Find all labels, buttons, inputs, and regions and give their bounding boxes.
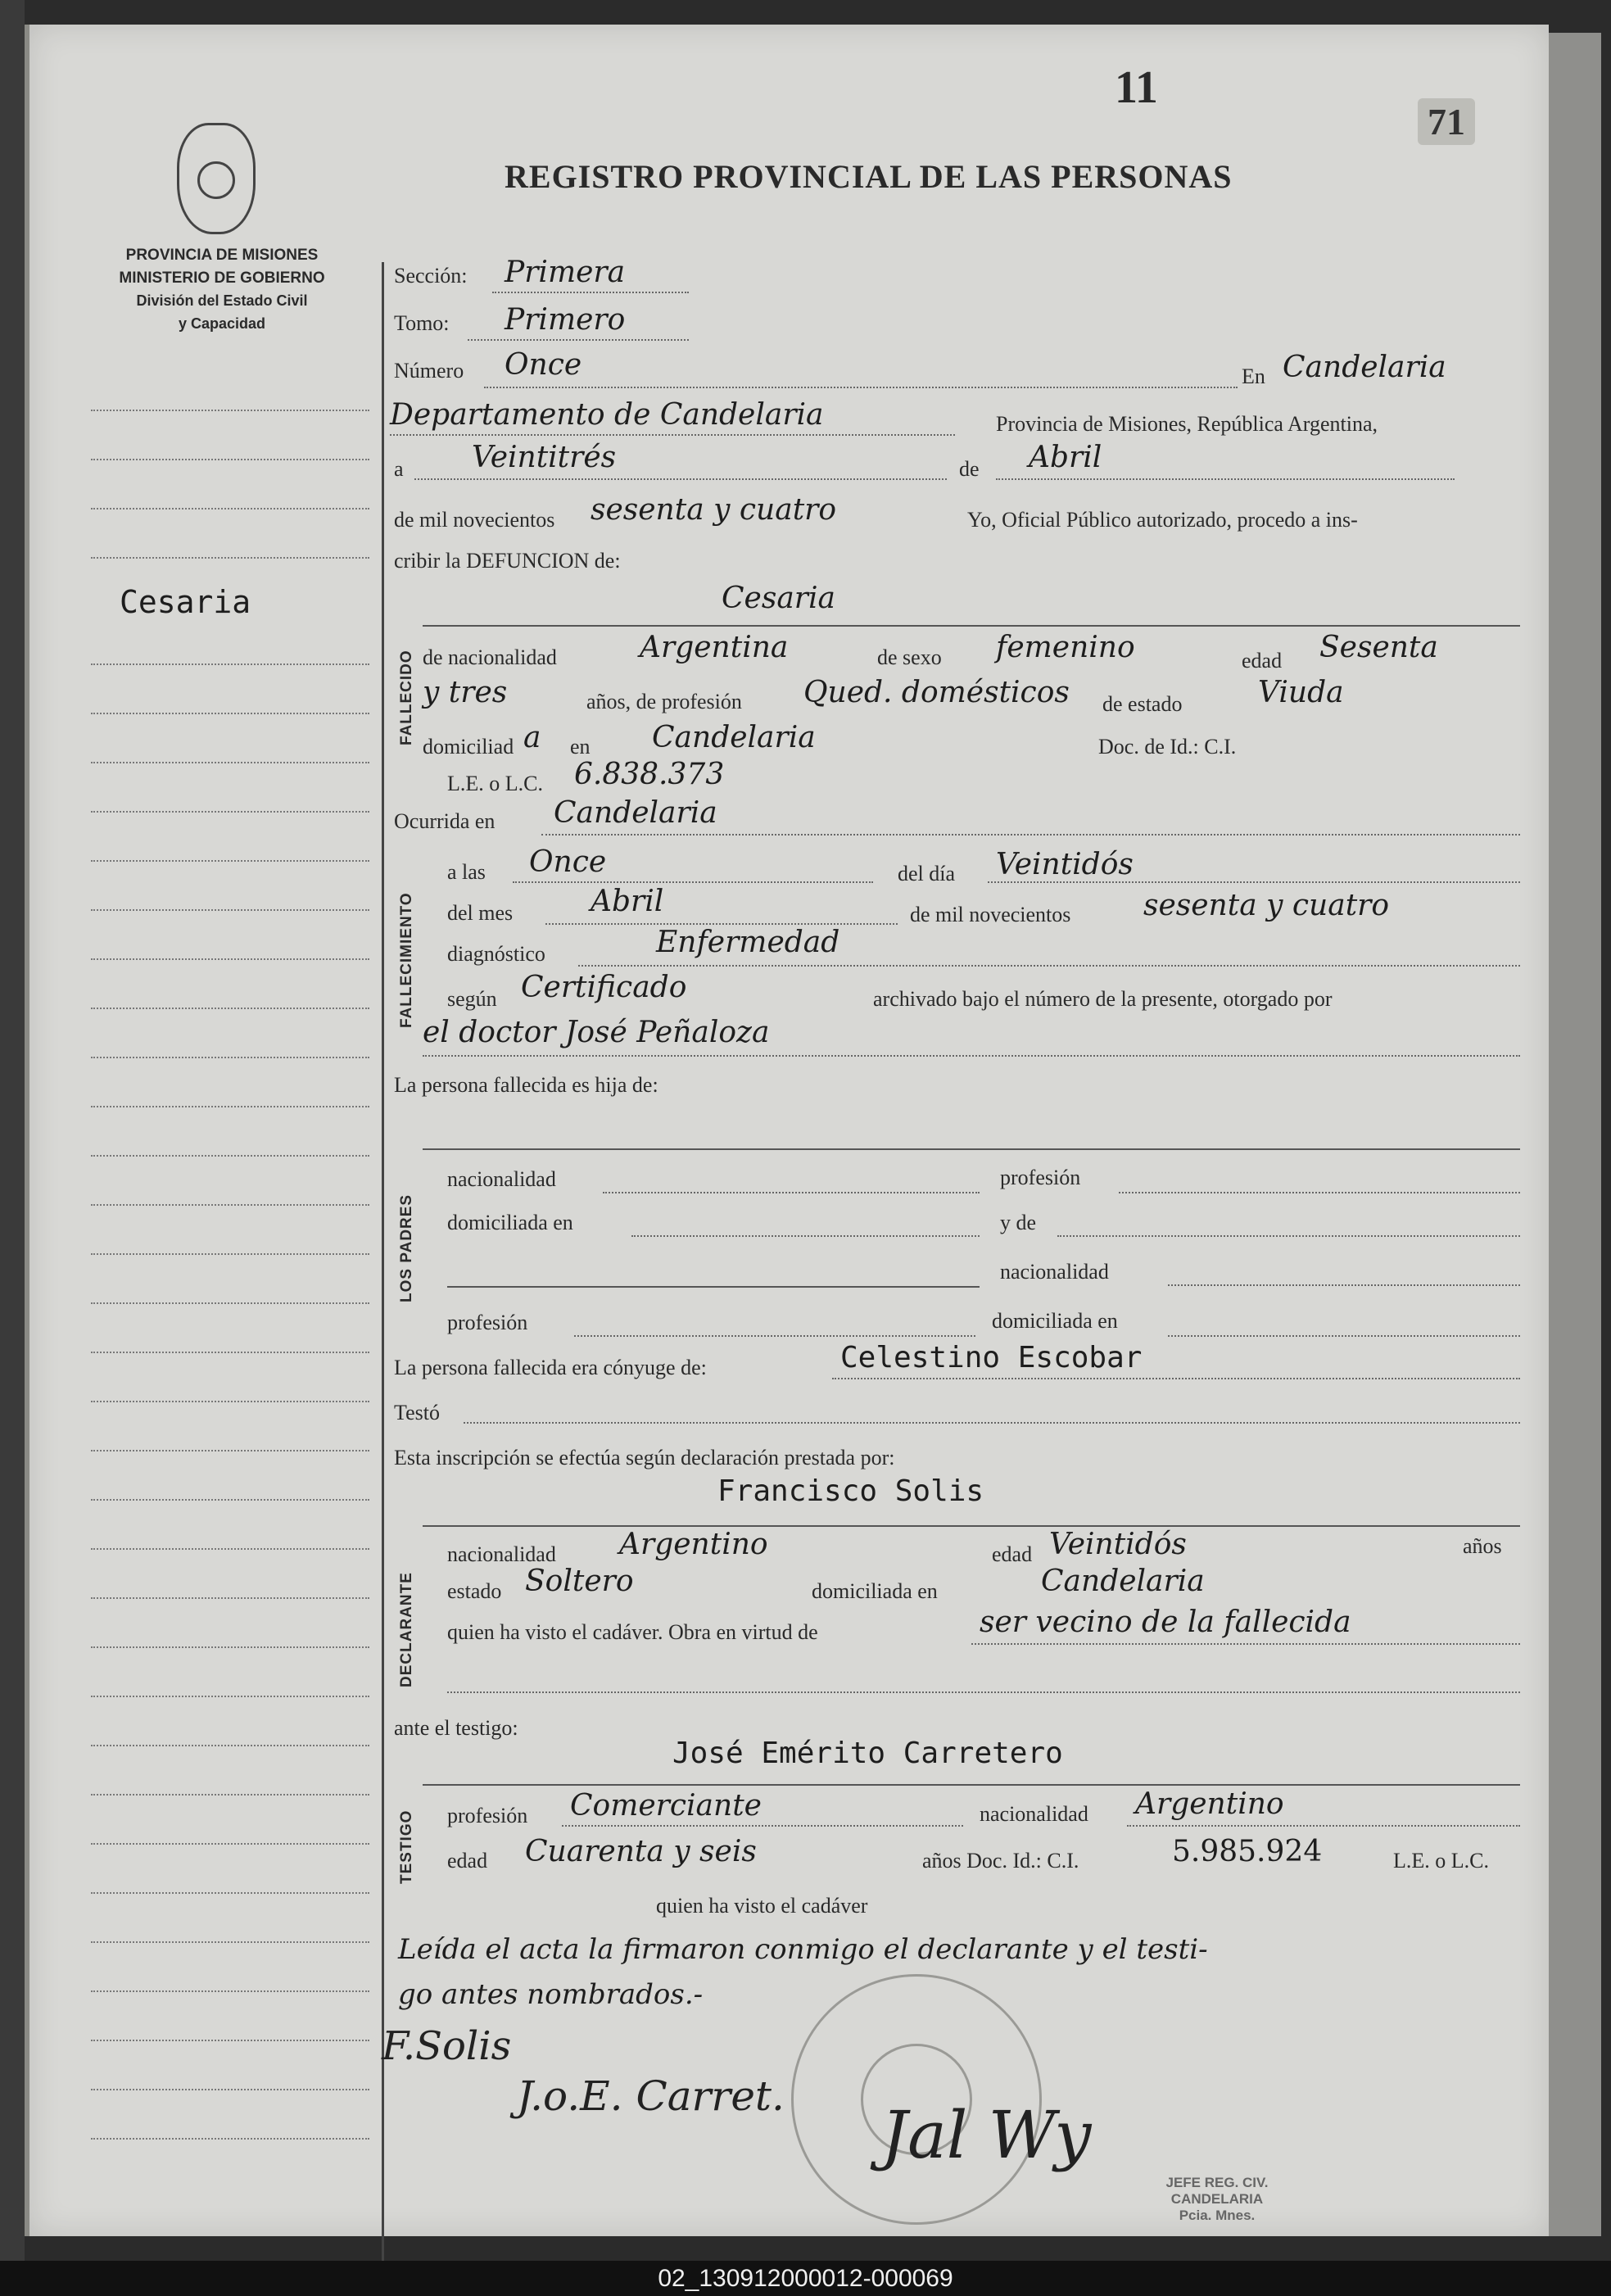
label-de: de xyxy=(959,457,980,481)
death-certificate-page xyxy=(25,25,1549,2236)
label-t-nacionalidad: nacionalidad xyxy=(980,1802,1088,1826)
value-t-edad: Cuarenta y seis xyxy=(525,1835,757,1868)
value-d-estado: Soltero xyxy=(525,1565,634,1598)
label-archivado: archivado bajo el número de la presente, otorgado por xyxy=(873,987,1333,1011)
label-provincia: Provincia de Misiones, República Argentina, xyxy=(996,412,1378,436)
label-domiciliad: domiciliad xyxy=(423,735,514,759)
label-en: En xyxy=(1242,365,1265,388)
value-le-lc: 6.838.373 xyxy=(574,758,725,791)
value-sexo: femenino xyxy=(996,631,1135,664)
closing-line-2: go antes nombrados.- xyxy=(398,1978,704,2011)
institution-capacity: y Capacidad xyxy=(178,315,266,332)
label-t-edad: edad xyxy=(447,1849,488,1873)
label-diagnostico: diagnóstico xyxy=(447,942,545,966)
label-p-profesion2: profesión xyxy=(447,1311,528,1334)
value-doctor: el doctor José Peñaloza xyxy=(423,1016,770,1049)
label-t-le-lc: L.E. o L.C. xyxy=(1393,1849,1489,1873)
closing-line-1: Leída el acta la firmaron conmigo el declarante y el testi- xyxy=(398,1933,1208,1966)
side-label-fallecido: FALLECIDO xyxy=(398,650,415,745)
label-d-quien: quien ha visto el cadáver. Obra en virtud de xyxy=(447,1620,818,1644)
label-d-domiciliada: domiciliada en xyxy=(812,1579,938,1603)
margin-note-name: Cesaria xyxy=(120,584,251,620)
value-edad: Sesenta xyxy=(1319,631,1438,664)
value-d-edad: Veintidós xyxy=(1049,1528,1187,1561)
value-dia: Veintitrés xyxy=(472,441,617,474)
label-t-anos-doc: años Doc. Id.: C.I. xyxy=(922,1849,1079,1873)
value-conyuge: Celestino Escobar xyxy=(840,1341,1143,1374)
label-conyuge: La persona fallecida era cónyuge de: xyxy=(394,1356,707,1379)
value-anio-fall: sesenta y cuatro xyxy=(1143,889,1390,922)
label-de-estado: de estado xyxy=(1102,692,1183,716)
label-de-nacionalidad: de nacionalidad xyxy=(423,645,557,669)
label-d-estado: estado xyxy=(447,1579,502,1603)
signature-oficial: Jal Wy xyxy=(881,2097,1092,2173)
label-numero: Número xyxy=(394,359,464,383)
signature-declarante: F.Solis xyxy=(382,2023,512,2069)
label-seccion: Sección: xyxy=(394,264,468,288)
label-tomo: Tomo: xyxy=(394,311,450,335)
value-d-domicilio: Candelaria xyxy=(1041,1565,1205,1598)
oficial-stamp-line2: CANDELARIA xyxy=(1170,2191,1264,2207)
label-p-y-de: y de xyxy=(1000,1211,1037,1234)
label-p-domiciliada2: domiciliada en xyxy=(992,1309,1118,1333)
label-ocurrida: Ocurrida en xyxy=(394,809,496,833)
value-d-nacionalidad: Argentino xyxy=(619,1528,768,1561)
label-edad: edad xyxy=(1242,649,1283,672)
value-seccion: Primera xyxy=(505,256,626,289)
value-estado: Viuda xyxy=(1258,676,1344,709)
label-del-dia: del día xyxy=(898,862,956,885)
value-nacionalidad: Argentina xyxy=(640,631,789,664)
value-tomo: Primero xyxy=(505,303,626,337)
label-p-nacionalidad2: nacionalidad xyxy=(1000,1260,1109,1284)
side-label-fallecimiento: FALLECIMIENTO xyxy=(398,892,415,1028)
main-divider xyxy=(382,262,384,2277)
side-label-declarante: DECLARANTE xyxy=(398,1572,415,1687)
value-nombre: Cesaria xyxy=(722,582,835,615)
label-t-quien: quien ha visto el cadáver xyxy=(656,1894,868,1918)
value-domicilio: Candelaria xyxy=(652,721,816,754)
footer-file-id: 02_130912000012-000069 xyxy=(0,2261,1611,2296)
label-hija-de: La persona fallecida es hija de: xyxy=(394,1073,658,1097)
value-testigo: José Emérito Carretero xyxy=(672,1737,1063,1770)
label-ante-testigo: ante el testigo: xyxy=(394,1716,518,1740)
value-diagnostico: Enfermedad xyxy=(656,926,840,959)
label-d-anos: años xyxy=(1463,1534,1502,1558)
value-anio: sesenta y cuatro xyxy=(591,493,837,527)
value-dia-fall: Veintidós xyxy=(996,848,1134,881)
label-d-nacionalidad: nacionalidad xyxy=(447,1542,556,1566)
label-en-dom: en xyxy=(570,735,591,759)
label-p-nacionalidad: nacionalidad xyxy=(447,1167,556,1191)
value-declarante: Francisco Solis xyxy=(717,1474,984,1508)
side-label-padres: LOS PADRES xyxy=(398,1193,415,1302)
value-edad2: y tres xyxy=(423,676,508,709)
label-inscripcion: Esta inscripción se efectúa según declaración prestada por: xyxy=(394,1446,895,1470)
label-a: a xyxy=(394,457,404,481)
label-de-sexo: de sexo xyxy=(877,645,942,669)
label-doc-id: Doc. de Id.: C.I. xyxy=(1098,735,1237,759)
value-hora: Once xyxy=(529,845,607,879)
label-a-las: a las xyxy=(447,860,486,884)
label-del-mes: del mes xyxy=(447,901,514,925)
label-d-edad: edad xyxy=(992,1542,1033,1566)
document-title: REGISTRO PROVINCIAL DE LAS PERSONAS xyxy=(505,158,1233,195)
institution-ministry: MINISTERIO DE GOBIERNO xyxy=(119,269,325,287)
value-ocurrida: Candelaria xyxy=(554,796,717,830)
value-numero: Once xyxy=(505,348,582,382)
side-label-testigo: TESTIGO xyxy=(398,1809,415,1884)
label-de-mil2: de mil novecientos xyxy=(910,903,1071,926)
value-d-virtud: ser vecino de la fallecida xyxy=(980,1605,1351,1639)
label-cribir: cribir la DEFUNCION de: xyxy=(394,549,621,573)
label-t-profesion: profesión xyxy=(447,1804,528,1827)
label-p-profesion: profesión xyxy=(1000,1166,1081,1189)
label-segun: según xyxy=(447,987,497,1011)
value-t-nacionalidad: Argentino xyxy=(1135,1787,1284,1821)
label-yo: Yo, Oficial Público autorizado, procedo a ins- xyxy=(967,508,1358,532)
label-p-domiciliada: domiciliada en xyxy=(447,1211,573,1234)
value-t-profesion: Comerciante xyxy=(570,1789,762,1823)
value-mes: Abril xyxy=(1029,441,1102,474)
oficial-stamp-line1: JEFE REG. CIV. xyxy=(1165,2175,1269,2190)
oficial-stamp xyxy=(1127,2175,1307,2224)
label-anos-profesion: años, de profesión xyxy=(586,690,742,713)
value-domicilio-a: a xyxy=(523,721,541,754)
page-edge xyxy=(1544,33,1601,2236)
value-segun: Certificado xyxy=(521,971,687,1004)
label-le-lc: L.E. o L.C. xyxy=(447,772,543,795)
institution-province: PROVINCIA DE MISIONES xyxy=(125,247,319,264)
value-mes-fall: Abril xyxy=(591,885,664,918)
page-stamp-number: 71 xyxy=(1418,98,1475,145)
value-en: Candelaria xyxy=(1283,351,1446,384)
signature-testigo: J.o.E. Carret. xyxy=(517,2072,785,2120)
label-de-mil: de mil novecientos xyxy=(394,508,555,532)
value-t-ci: 5.985.924 xyxy=(1172,1835,1323,1868)
institution-division: División del Estado Civil xyxy=(136,292,308,309)
oficial-stamp-line3: Pcia. Mnes. xyxy=(1179,2208,1256,2223)
label-testo: Testó xyxy=(394,1401,440,1424)
book-binding xyxy=(0,0,25,2261)
coat-of-arms-icon xyxy=(177,123,256,234)
value-profesion: Qued. domésticos xyxy=(803,676,1070,709)
folio-number: 11 xyxy=(1115,62,1158,113)
value-departamento: Departamento de Candelaria xyxy=(390,398,824,432)
